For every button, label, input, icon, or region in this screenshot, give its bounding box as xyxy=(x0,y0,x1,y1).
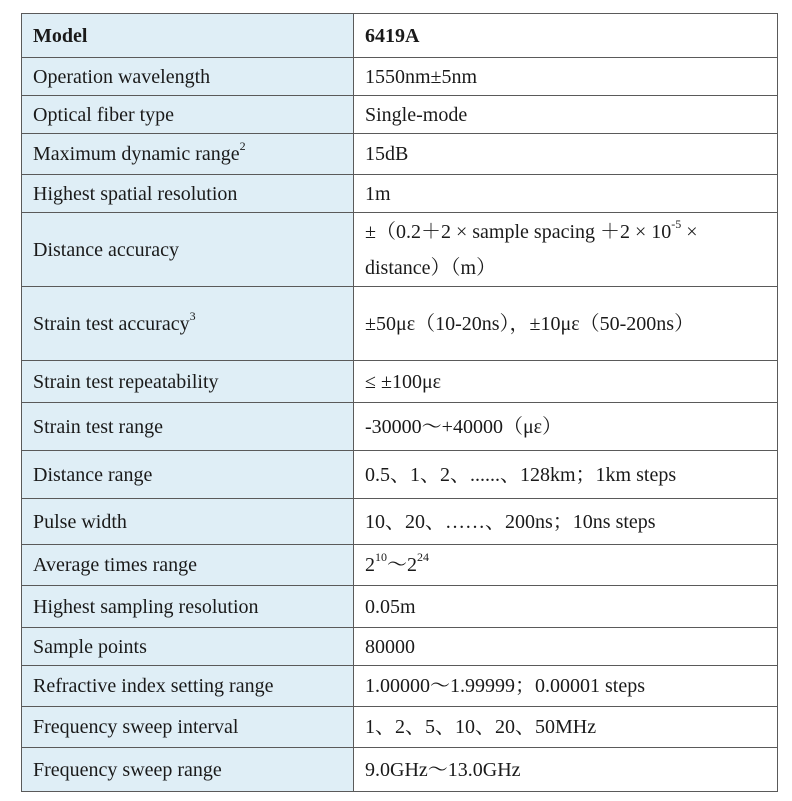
table-row xyxy=(22,287,778,361)
value-part: ±（0.2＋2 × sample spacing ＋2 × 10 xyxy=(365,220,672,243)
row-label: Highest sampling resolution xyxy=(22,586,354,628)
row-label: Strain test range xyxy=(22,403,354,451)
row-label: Average times range xyxy=(22,545,354,586)
range-separator: ～ xyxy=(387,554,407,576)
row-value: -30000～+40000（με） xyxy=(354,403,778,451)
table-row xyxy=(22,628,778,666)
row-value: 1m xyxy=(354,175,778,213)
row-value: 0.5、1、2、......、128km；1km steps xyxy=(354,451,778,499)
row-value xyxy=(354,545,778,586)
row-value: ≤ ±100με xyxy=(354,361,778,403)
footnote-marker: 3 xyxy=(189,308,196,323)
row-label: Pulse width xyxy=(22,499,354,545)
row-value: 1、2、5、10、20、50MHz xyxy=(354,707,778,748)
spec-table xyxy=(21,13,778,792)
table-row xyxy=(22,213,778,287)
row-value: 15dB xyxy=(354,134,778,175)
footnote-marker: 2 xyxy=(239,139,246,154)
row-label: Distance range xyxy=(22,451,354,499)
table-row xyxy=(22,586,778,628)
power-base: 2 xyxy=(407,554,417,576)
table-row xyxy=(22,175,778,213)
table-header-row xyxy=(22,14,778,58)
row-value: 10、20、……、200ns；10ns steps xyxy=(354,499,778,545)
row-value: Single-mode xyxy=(354,96,778,134)
table-row xyxy=(22,666,778,707)
row-label: Highest spatial resolution xyxy=(22,175,354,213)
power-base: 2 xyxy=(365,554,375,576)
row-label: Sample points xyxy=(22,628,354,666)
table-row xyxy=(22,58,778,96)
exponent: 10 xyxy=(375,550,387,565)
row-label: Operation wavelength xyxy=(22,58,354,96)
row-label: Frequency sweep interval xyxy=(22,707,354,748)
table-row xyxy=(22,134,778,175)
row-label: Distance accuracy xyxy=(22,213,354,287)
row-value xyxy=(354,213,778,287)
row-label: Frequency sweep range xyxy=(22,748,354,792)
table-row xyxy=(22,499,778,545)
row-label: Optical fiber type xyxy=(22,96,354,134)
row-label-text: Maximum dynamic range xyxy=(33,143,240,165)
table-row xyxy=(22,545,778,586)
row-label-text: Strain test accuracy xyxy=(33,312,190,335)
table-row xyxy=(22,403,778,451)
row-value: 9.0GHz～13.0GHz xyxy=(354,748,778,792)
row-value: ±50με（10-20ns），±10με（50-200ns） xyxy=(354,287,778,361)
table-row xyxy=(22,748,778,792)
value-part: × xyxy=(681,220,698,243)
row-value: 80000 xyxy=(354,628,778,666)
row-label xyxy=(22,134,354,175)
table-row xyxy=(22,361,778,403)
table-row xyxy=(22,451,778,499)
header-label: Model xyxy=(22,14,354,58)
row-label xyxy=(22,287,354,361)
row-label: Refractive index setting range xyxy=(22,666,354,707)
row-value: 1550nm±5nm xyxy=(354,58,778,96)
table-row xyxy=(22,96,778,134)
exponent: 24 xyxy=(417,550,429,565)
header-value: 6419A xyxy=(354,14,778,58)
row-value: 1.00000～1.99999；0.00001 steps xyxy=(354,666,778,707)
row-value: 0.05m xyxy=(354,586,778,628)
exponent: -5 xyxy=(671,216,682,231)
row-label: Strain test repeatability xyxy=(22,361,354,403)
table-row xyxy=(22,707,778,748)
value-part: distance）（m） xyxy=(365,256,497,279)
